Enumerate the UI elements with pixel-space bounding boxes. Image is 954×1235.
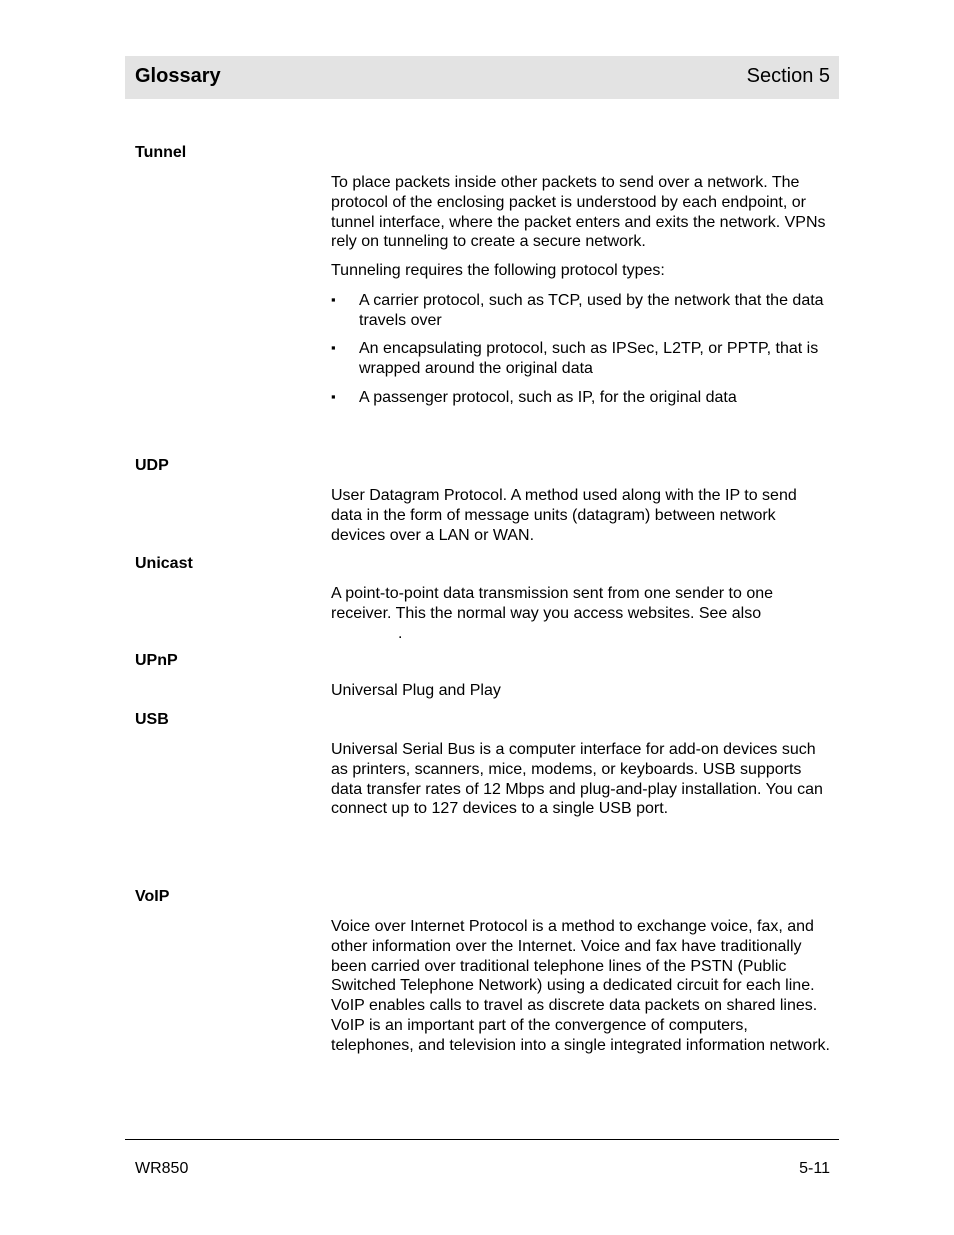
- bullet-icon: ▪: [331, 292, 336, 307]
- page-header: [125, 56, 839, 99]
- definition-usb: Universal Serial Bus is a computer interface for add-on devices such as printers, scanners, mice, modems, or keyboards. USB supports data transfer rates of 12 Mbps and plug-and-play installation. You can connect up to 127 devices to a single USB port.: [331, 741, 823, 818]
- term-tunnel: Tunnel: [135, 144, 187, 161]
- term-upnp: UPnP: [135, 652, 178, 669]
- list-item-text: A carrier protocol, such as TCP, used by the network that the data travels over: [359, 292, 824, 329]
- term-usb: USB: [135, 711, 169, 728]
- definition-voip: Voice over Internet Protocol is a method to exchange voice, fax, and other information over the Internet. Voice and fax have traditionally been carried over traditional telephone lines of the PSTN (Public Switched Telephone Network) using a dedicated circuit for each line. VoIP enables calls to travel as discrete data packets on shared lines. VoIP is an important part of the convergence of computers, telephones, and television into a single integrated information network.: [331, 918, 830, 1054]
- bullet-icon: ▪: [331, 389, 336, 404]
- footer-divider: [125, 1139, 839, 1140]
- term-voip: VoIP: [135, 888, 170, 905]
- header-section: Section 5: [746, 65, 830, 87]
- list-item-text: A passenger protocol, such as IP, for the original data: [359, 389, 737, 406]
- definition-tunnel-intro: Tunneling requires the following protocol types:: [331, 262, 665, 279]
- definition-upnp: Universal Plug and Play: [331, 682, 501, 699]
- bullet-icon: ▪: [331, 340, 336, 355]
- header-title: Glossary: [135, 65, 221, 87]
- footer-model: WR850: [135, 1160, 189, 1177]
- definition-udp: User Datagram Protocol. A method used along with the IP to send data in the form of message units (datagram) between network devices over a LAN or WAN.: [331, 487, 797, 544]
- definition-unicast: A point-to-point data transmission sent from one sender to one receiver. This the normal way you access websites. See also: [331, 585, 774, 622]
- list-item-text: An encapsulating protocol, such as IPSec, L2TP, or PPTP, that is wrapped around the original data: [359, 340, 819, 377]
- definition-tunnel: To place packets inside other packets to send over a network. The protocol of the enclosing packet is understood by each endpoint, or tunnel interface, where the packet enters and exits the network. VPNs rely on tunneling to create a secure network.: [331, 174, 826, 251]
- definition-unicast-end: .: [398, 625, 403, 642]
- term-unicast: Unicast: [135, 555, 193, 572]
- footer-page-number: 5-11: [799, 1160, 830, 1177]
- term-udp: UDP: [135, 457, 169, 474]
